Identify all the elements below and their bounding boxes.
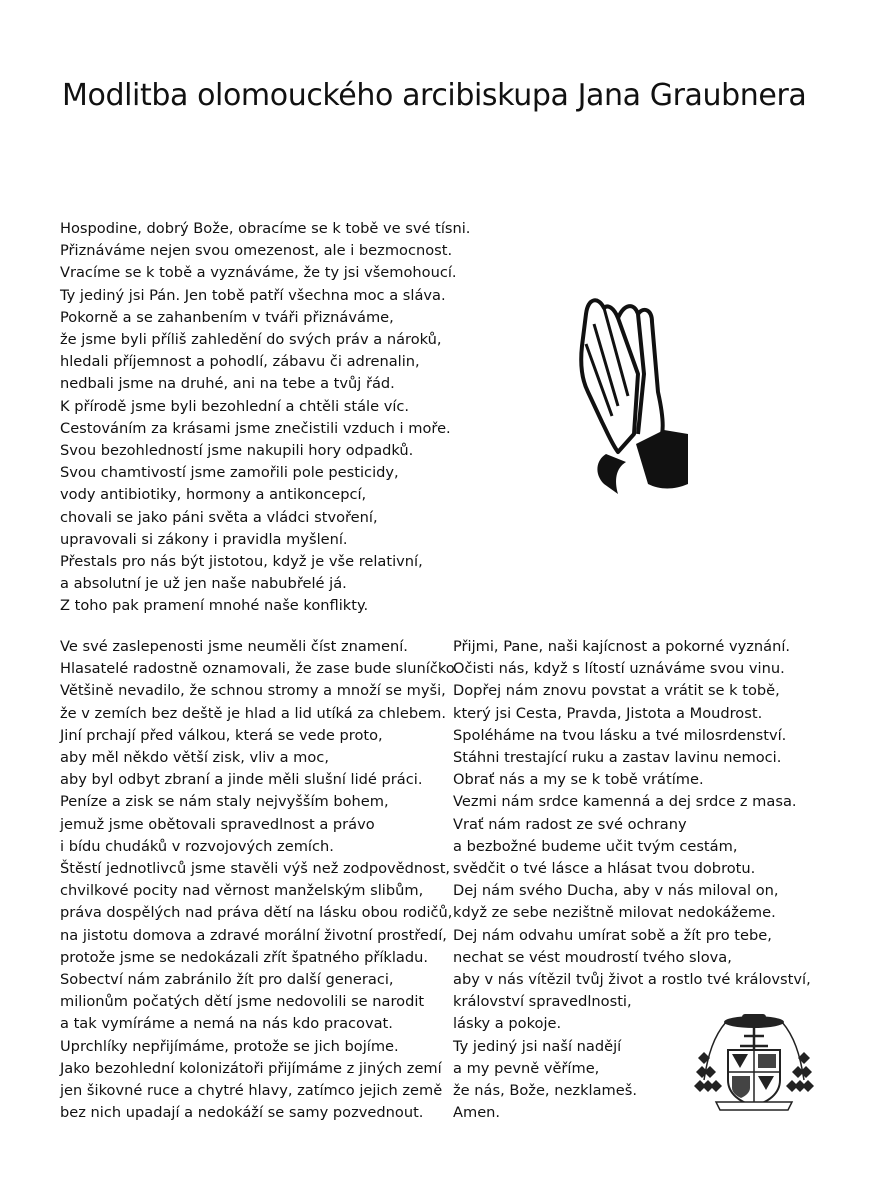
prayer-line: že v zemích bez deště je hlad a lid utíká za chlebem.	[60, 704, 446, 722]
prayer-left-column	[60, 636, 459, 1124]
prayer-line: Přestals pro nás být jistotou, když je vše relativní,	[60, 553, 423, 571]
coat-of-arms-icon	[692, 1010, 816, 1114]
prayer-line: upravovali si zákony i pravidla myšlení.	[60, 530, 348, 548]
prayer-line: Ve své zaslepenosti jsme neuměli číst znamení.	[60, 638, 408, 655]
prayer-line: Jiní prchají před válkou, která se vede proto,	[60, 726, 383, 744]
prayer-line: Pokorně a se zahanbením v tváři přiznáváme,	[60, 308, 394, 326]
prayer-line: a bezbožné budeme učit tvým cestám,	[453, 837, 738, 855]
prayer-line: Z toho pak pramení mnohé naše konflikty.	[60, 597, 369, 615]
prayer-line: že jsme byli příliš zahledění do svých práv a nároků,	[60, 331, 442, 349]
prayer-line: Dej nám svého Ducha, aby v nás miloval on,	[453, 882, 779, 900]
prayer-line: K přírodě jsme byli bezohlední a chtěli stále víc.	[60, 397, 410, 415]
prayer-line: lásky a pokoje.	[453, 1015, 562, 1033]
prayer-line: Hlasatelé radostně oznamovali, že zase bude sluníčko.	[60, 660, 460, 678]
praying-hands-icon	[578, 284, 690, 498]
prayer-line: bez nich upadají a nedokáží se samy pozvednout.	[60, 1104, 424, 1122]
prayer-line: milionům počatých dětí jsme nedovolili se narodit	[60, 993, 425, 1011]
prayer-line: Svou bezohledností jsme nakupili hory odpadků.	[60, 442, 414, 460]
prayer-line: Ty jediný jsi Pán. Jen tobě patří všechna moc a sláva.	[60, 286, 446, 304]
prayer-line: protože jsme se nedokázali zřít špatného příkladu.	[60, 948, 428, 966]
prayer-line: Svou chamtivostí jsme zamořili pole pesticidy,	[60, 464, 399, 482]
prayer-line: práva dospělých nad práva dětí na lásku obou rodičů,	[60, 904, 453, 922]
prayer-line: a tak vymíráme a nemá na nás kdo pracovat.	[60, 1015, 393, 1033]
prayer-line: Amen.	[453, 1104, 501, 1122]
prayer-line: svědčit o tvé lásce a hlásat tvou dobrotu.	[453, 860, 756, 878]
prayer-line: Dej nám odvahu umírat sobě a žít pro tebe,	[453, 926, 772, 944]
prayer-line: Sobectví nám zabránilo žít pro další generaci,	[60, 971, 394, 989]
prayer-line: i bídu chudáků v rozvojových zemích.	[60, 837, 334, 855]
prayer-line: aby byl odbyt zbraní a jinde měli slušní lidé práci.	[60, 771, 423, 789]
prayer-line: nechat se vést moudrostí tvého slova,	[453, 948, 732, 966]
prayer-line: aby v nás vítězil tvůj život a rostlo tvé království,	[453, 971, 811, 989]
prayer-line: Jako bezohlední kolonizátoři přijímáme z jiných zemí	[60, 1059, 442, 1077]
prayer-line: hledali příjemnost a pohodlí, zábavu či adrenalin,	[60, 353, 420, 371]
prayer-line: že nás, Bože, nezklameš.	[453, 1082, 637, 1100]
prayer-intro	[60, 218, 470, 618]
prayer-line: Vezmi nám srdce kamenná a dej srdce z masa.	[453, 793, 797, 811]
prayer-line: Dopřej nám znovu povstat a vrátit se k tobě,	[453, 682, 780, 700]
prayer-line: nedbali jsme na druhé, ani na tebe a tvůj řád.	[60, 375, 395, 393]
prayer-line: a my pevně věříme,	[453, 1059, 600, 1077]
prayer-line: když ze sebe nezištně milovat nedokážeme.	[453, 904, 776, 922]
prayer-line: Vrať nám radost ze své ochrany	[453, 815, 687, 833]
prayer-line: Hospodine, dobrý Bože, obracíme se k tobě ve své tísni.	[60, 220, 471, 237]
prayer-line: Uprchlíky nepřijímáme, protože se jich bojíme.	[60, 1037, 399, 1055]
prayer-line: jen šikovné ruce a chytré hlavy, zatímco jejich země	[60, 1082, 443, 1100]
page-title: Modlitba olomouckého arcibiskupa Jana Graubnera	[62, 78, 807, 113]
prayer-line: království spravedlnosti,	[453, 993, 632, 1011]
prayer-line: Peníze a zisk se nám staly nejvyšším bohem,	[60, 793, 389, 811]
prayer-line: Očisti nás, když s lítostí uznáváme svou vinu.	[453, 660, 785, 678]
prayer-line: Spoléháme na tvou lásku a tvé milosrdenství.	[453, 726, 787, 744]
prayer-line: který jsi Cesta, Pravda, Jistota a Moudrost.	[453, 704, 763, 722]
prayer-line: Vracíme se k tobě a vyznáváme, že ty jsi všemohoucí.	[60, 264, 457, 282]
prayer-line: jemuž jsme obětovali spravedlnost a právo	[60, 815, 375, 833]
prayer-line: Ty jediný jsi naší nadějí	[453, 1037, 622, 1055]
prayer-line: Obrať nás a my se k tobě vrátíme.	[453, 771, 704, 789]
prayer-line: Stáhni trestající ruku a zastav lavinu nemoci.	[453, 749, 782, 767]
prayer-line: Štěstí jednotlivců jsme stavěli výš než zodpovědnost,	[60, 860, 451, 878]
prayer-line: Přiznáváme nejen svou omezenost, ale i bezmocnost.	[60, 242, 453, 260]
prayer-line: chovali se jako páni světa a vládci stvoření,	[60, 508, 378, 526]
prayer-line: na jistotu domova a zdravé morální životní prostředí,	[60, 926, 447, 944]
prayer-line: Přijmi, Pane, naši kajícnost a pokorné vyznání.	[453, 638, 791, 655]
prayer-line: aby měl někdo větší zisk, vliv a moc,	[60, 749, 329, 767]
prayer-line: a absolutní je už jen naše nabubřelé já.	[60, 575, 347, 593]
prayer-line: vody antibiotiky, hormony a antikoncepcí,	[60, 486, 367, 504]
prayer-line: Cestováním za krásami jsme znečistili vzduch i moře.	[60, 419, 451, 437]
prayer-line: chvilkové pocity nad věrnost manželským slibům,	[60, 882, 424, 900]
prayer-line: Většině nevadilo, že schnou stromy a množí se myši,	[60, 682, 446, 700]
